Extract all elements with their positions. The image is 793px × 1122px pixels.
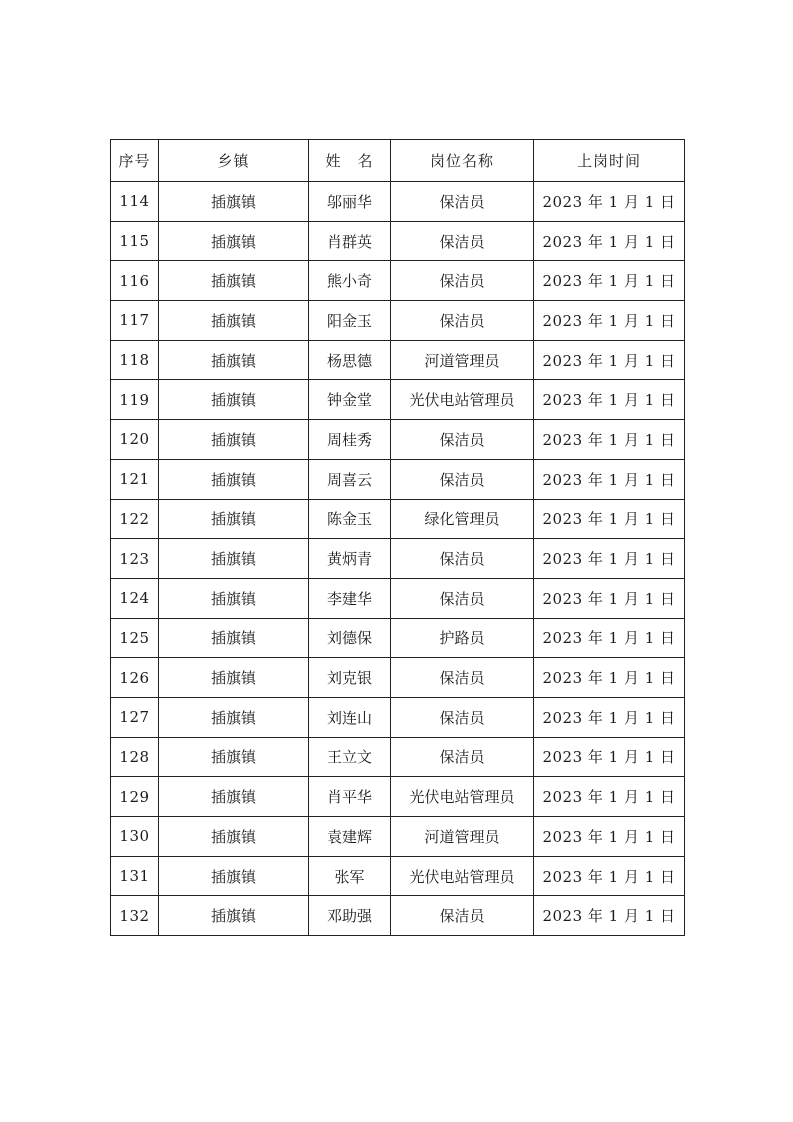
- cell-township: 插旗镇: [159, 182, 309, 222]
- cell-township: 插旗镇: [159, 459, 309, 499]
- cell-serial-number: 129: [111, 777, 159, 817]
- cell-start-date: 2023 年 1 月 1 日: [534, 340, 685, 380]
- table-row: [111, 697, 685, 737]
- cell-serial-number: 124: [111, 578, 159, 618]
- cell-serial-number: 115: [111, 221, 159, 261]
- table-body: [111, 182, 685, 936]
- cell-start-date: 2023 年 1 月 1 日: [534, 658, 685, 698]
- cell-serial-number: 120: [111, 420, 159, 460]
- cell-post-title: 河道管理员: [391, 817, 534, 857]
- cell-township: 插旗镇: [159, 777, 309, 817]
- table-row: [111, 499, 685, 539]
- cell-township: 插旗镇: [159, 261, 309, 301]
- cell-start-date: 2023 年 1 月 1 日: [534, 420, 685, 460]
- table-row: [111, 221, 685, 261]
- cell-post-title: 保洁员: [391, 658, 534, 698]
- table-row: [111, 856, 685, 896]
- cell-post-title: 保洁员: [391, 459, 534, 499]
- cell-name: 张军: [309, 856, 391, 896]
- cell-serial-number: 126: [111, 658, 159, 698]
- cell-name: 周桂秀: [309, 420, 391, 460]
- cell-serial-number: 131: [111, 856, 159, 896]
- cell-start-date: 2023 年 1 月 1 日: [534, 618, 685, 658]
- cell-post-title: 保洁员: [391, 261, 534, 301]
- cell-post-title: 河道管理员: [391, 340, 534, 380]
- cell-serial-number: 121: [111, 459, 159, 499]
- cell-township: 插旗镇: [159, 578, 309, 618]
- cell-start-date: 2023 年 1 月 1 日: [534, 301, 685, 341]
- cell-start-date: 2023 年 1 月 1 日: [534, 817, 685, 857]
- table-row: [111, 618, 685, 658]
- cell-start-date: 2023 年 1 月 1 日: [534, 380, 685, 420]
- table-row: [111, 261, 685, 301]
- cell-name: 杨思德: [309, 340, 391, 380]
- header-start-date: 上岗时间: [534, 140, 685, 182]
- cell-township: 插旗镇: [159, 380, 309, 420]
- roster-table-container: [110, 139, 684, 936]
- cell-post-title: 光伏电站管理员: [391, 380, 534, 420]
- table-row: [111, 658, 685, 698]
- cell-name: 邓助强: [309, 896, 391, 936]
- cell-serial-number: 117: [111, 301, 159, 341]
- cell-township: 插旗镇: [159, 301, 309, 341]
- table-row: [111, 896, 685, 936]
- cell-name: 阳金玉: [309, 301, 391, 341]
- cell-post-title: 光伏电站管理员: [391, 856, 534, 896]
- cell-name: 刘德保: [309, 618, 391, 658]
- header-serial-number: 序号: [111, 140, 159, 182]
- cell-post-title: 保洁员: [391, 578, 534, 618]
- staff-roster-table: [110, 139, 685, 936]
- cell-name: 王立文: [309, 737, 391, 777]
- cell-start-date: 2023 年 1 月 1 日: [534, 856, 685, 896]
- cell-post-title: 保洁员: [391, 221, 534, 261]
- table-row: [111, 737, 685, 777]
- cell-post-title: 保洁员: [391, 182, 534, 222]
- cell-township: 插旗镇: [159, 737, 309, 777]
- cell-serial-number: 118: [111, 340, 159, 380]
- cell-start-date: 2023 年 1 月 1 日: [534, 459, 685, 499]
- table-row: [111, 340, 685, 380]
- cell-start-date: 2023 年 1 月 1 日: [534, 578, 685, 618]
- cell-post-title: 保洁员: [391, 301, 534, 341]
- table-row: [111, 459, 685, 499]
- cell-name: 周喜云: [309, 459, 391, 499]
- cell-name: 钟金堂: [309, 380, 391, 420]
- cell-township: 插旗镇: [159, 499, 309, 539]
- cell-township: 插旗镇: [159, 539, 309, 579]
- table-row: [111, 539, 685, 579]
- cell-post-title: 保洁员: [391, 420, 534, 460]
- table-row: [111, 301, 685, 341]
- cell-name: 黄炳青: [309, 539, 391, 579]
- cell-serial-number: 127: [111, 697, 159, 737]
- cell-serial-number: 128: [111, 737, 159, 777]
- table-row: [111, 817, 685, 857]
- cell-post-title: 保洁员: [391, 539, 534, 579]
- cell-name: 刘连山: [309, 697, 391, 737]
- cell-post-title: 保洁员: [391, 697, 534, 737]
- cell-post-title: 护路员: [391, 618, 534, 658]
- cell-township: 插旗镇: [159, 420, 309, 460]
- cell-name: 肖平华: [309, 777, 391, 817]
- cell-township: 插旗镇: [159, 896, 309, 936]
- cell-start-date: 2023 年 1 月 1 日: [534, 896, 685, 936]
- header-name: 姓 名: [309, 140, 391, 182]
- cell-township: 插旗镇: [159, 697, 309, 737]
- cell-township: 插旗镇: [159, 856, 309, 896]
- cell-name: 熊小奇: [309, 261, 391, 301]
- cell-township: 插旗镇: [159, 817, 309, 857]
- cell-start-date: 2023 年 1 月 1 日: [534, 697, 685, 737]
- cell-start-date: 2023 年 1 月 1 日: [534, 737, 685, 777]
- header-post-title: 岗位名称: [391, 140, 534, 182]
- cell-serial-number: 122: [111, 499, 159, 539]
- cell-name: 李建华: [309, 578, 391, 618]
- cell-township: 插旗镇: [159, 618, 309, 658]
- cell-township: 插旗镇: [159, 221, 309, 261]
- cell-serial-number: 116: [111, 261, 159, 301]
- header-row: [111, 140, 685, 182]
- table-row: [111, 420, 685, 460]
- table-row: [111, 182, 685, 222]
- cell-start-date: 2023 年 1 月 1 日: [534, 182, 685, 222]
- cell-serial-number: 114: [111, 182, 159, 222]
- cell-post-title: 保洁员: [391, 737, 534, 777]
- cell-name: 邬丽华: [309, 182, 391, 222]
- table-row: [111, 777, 685, 817]
- cell-serial-number: 130: [111, 817, 159, 857]
- cell-serial-number: 123: [111, 539, 159, 579]
- cell-serial-number: 132: [111, 896, 159, 936]
- cell-name: 袁建辉: [309, 817, 391, 857]
- cell-start-date: 2023 年 1 月 1 日: [534, 261, 685, 301]
- cell-name: 刘克银: [309, 658, 391, 698]
- table-row: [111, 380, 685, 420]
- header-township: 乡镇: [159, 140, 309, 182]
- cell-post-title: 光伏电站管理员: [391, 777, 534, 817]
- cell-township: 插旗镇: [159, 340, 309, 380]
- cell-start-date: 2023 年 1 月 1 日: [534, 777, 685, 817]
- cell-name: 肖群英: [309, 221, 391, 261]
- cell-serial-number: 119: [111, 380, 159, 420]
- cell-serial-number: 125: [111, 618, 159, 658]
- cell-start-date: 2023 年 1 月 1 日: [534, 539, 685, 579]
- cell-post-title: 保洁员: [391, 896, 534, 936]
- cell-post-title: 绿化管理员: [391, 499, 534, 539]
- table-header: [111, 140, 685, 182]
- table-row: [111, 578, 685, 618]
- cell-start-date: 2023 年 1 月 1 日: [534, 499, 685, 539]
- cell-start-date: 2023 年 1 月 1 日: [534, 221, 685, 261]
- cell-township: 插旗镇: [159, 658, 309, 698]
- cell-name: 陈金玉: [309, 499, 391, 539]
